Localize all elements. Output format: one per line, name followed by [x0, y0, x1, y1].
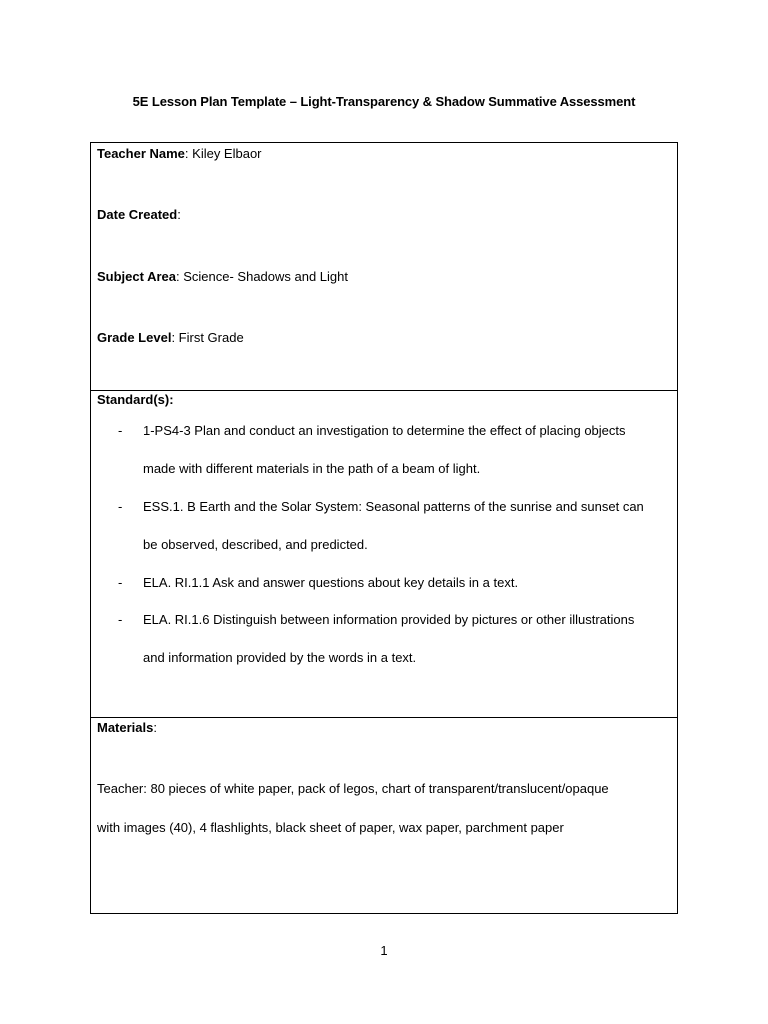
materials-colon: :: [153, 720, 157, 735]
bullet-dash: -: [118, 423, 123, 438]
standard-text: 1-PS4-3 Plan and conduct an investigation to determine the effect of placing objects: [143, 423, 626, 438]
standard-text: made with different materials in the path of a beam of light.: [143, 461, 481, 476]
standard-text: ELA. RI.1.1 Ask and answer questions about key details in a text.: [143, 575, 519, 590]
standard-text: be observed, described, and predicted.: [143, 537, 368, 552]
date-created-label: Date Created: [97, 207, 178, 222]
teacher-name-line: [97, 146, 262, 161]
standards-cell: [91, 391, 677, 718]
document-title: 5E Lesson Plan Template – Light-Transparency & Shadow Summative Assessment: [132, 94, 636, 109]
grade-level-value: : First Grade: [171, 330, 244, 345]
grade-level-line: [97, 330, 244, 345]
lesson-plan-table: [90, 142, 678, 914]
bullet-dash: -: [118, 612, 123, 627]
subject-area-value: : Science- Shadows and Light: [176, 269, 348, 284]
standard-text: and information provided by the words in a text.: [143, 650, 417, 665]
materials-text: Teacher: 80 pieces of white paper, pack of legos, chart of transparent/translucent/opaque: [97, 781, 609, 796]
standard-text: ELA. RI.1.6 Distinguish between information provided by pictures or other illustrations: [143, 612, 635, 627]
subject-area-label: Subject Area: [97, 269, 176, 284]
info-cell: [91, 143, 677, 391]
materials-text: with images (40), 4 flashlights, black sheet of paper, wax paper, parchment paper: [97, 820, 564, 835]
materials-cell: [91, 718, 677, 913]
standards-label: Standard(s):: [97, 392, 174, 407]
subject-area-line: [97, 269, 348, 284]
bullet-dash: -: [118, 499, 123, 514]
grade-level-label: Grade Level: [97, 330, 172, 345]
bullet-dash: -: [118, 575, 123, 590]
teacher-name-value: : Kiley Elbaor: [184, 146, 262, 161]
teacher-name-label: Teacher Name: [97, 146, 185, 161]
date-created-value: :: [177, 207, 181, 222]
materials-heading: [97, 720, 157, 735]
standard-text: ESS.1. B Earth and the Solar System: Seasonal patterns of the sunrise and sunset can: [143, 499, 644, 514]
page-number: 1: [380, 943, 388, 958]
materials-label: Materials: [97, 720, 154, 735]
date-created-line: [97, 207, 181, 222]
